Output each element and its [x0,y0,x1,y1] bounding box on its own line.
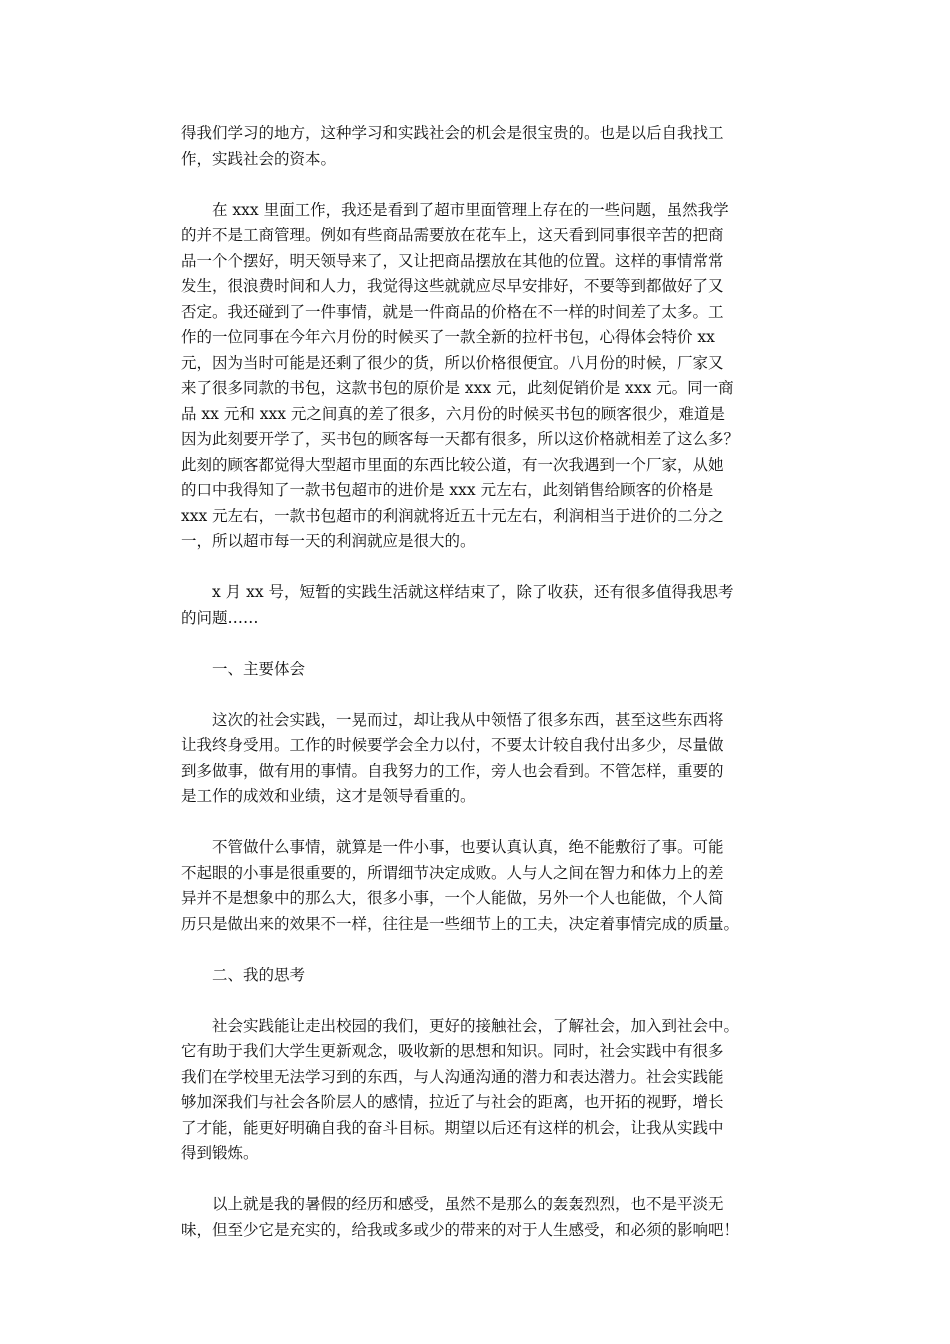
text-line: 一、主要体会 [181,659,306,678]
text-line: 的问题…… [181,608,259,627]
text-line: 异并不是想象中的那么大，很多小事，一个人能做，另外一个人也能做，个人简 [181,889,724,907]
text-line: 一，所以超市每一天的利润就应是很大的。 [181,532,476,550]
paragraph [181,835,777,937]
paragraph [181,1014,777,1167]
text-line: 它有助于我们大学生更新观念，吸收新的思想和知识。同时，社会实践中有很多 [181,1042,724,1060]
text-line: 社会实践能让走出校园的我们，更好的接触社会，了解社会，加入到社会中。 [181,1016,740,1035]
text-line: 的口中我得知了一款书包超市的进价是 xxx 元左右，此刻销售给顾客的价格是 [181,481,714,499]
text-line: x 月 xx 号，短暂的实践生活就这样结束了，除了收获，还有很多值得我思考 [181,583,734,601]
text-line: 不起眼的小事是很重要的，所谓细节决定成败。人与人之间在智力和体力上的差 [181,863,724,882]
paragraph [181,963,777,989]
paragraph [181,198,777,555]
text-line: 够加深我们与社会各阶层人的感情，拉近了与社会的距离，也开拓的视野，增长 [181,1093,724,1111]
text-line: 二、我的思考 [181,965,306,984]
paragraph [181,121,777,172]
text-line: 作的一位同事在今年六月份的时候买了一款全新的拉杆书包，心得体会特价 xx [181,328,715,346]
text-line: 的并不是工商管理。例如有些商品需要放在花车上，这天看到同事很辛苦的把商 [181,226,724,244]
text-line: 此刻的顾客都觉得大型超市里面的东西比较公道，有一次我遇到一个厂家，从她 [181,455,724,474]
text-line: 以上就是我的暑假的经历和感受，虽然不是那么的轰轰烈烈，也不是平淡无 [181,1195,724,1213]
text-line: 了才能，能更好明确自我的奋斗目标。期望以后还有这样的机会，让我从实践中 [181,1118,724,1137]
text-line: 得我们学习的地方，这种学习和实践社会的机会是很宝贵的。也是以后自我找工 [181,124,724,142]
paragraph [181,708,777,810]
text-line: 这次的社会实践，一晃而过，却让我从中领悟了很多东西，甚至这些东西将 [181,710,724,729]
paragraph [181,580,777,631]
text-line: xxx 元左右，一款书包超市的利润就将近五十元左右，利润相当于进价的二分之 [181,506,724,525]
text-line: 品 xx 元和 xxx 元之间真的差了很多，六月份的时候买书包的顾客很少，难道是 [181,404,725,423]
text-line: 是工作的成效和业绩，这才是领导看重的。 [181,787,476,805]
text-line: 在 xxx 里面工作，我还是看到了超市里面管理上存在的一些问题，虽然我学 [181,200,729,219]
document-body [181,121,777,1269]
text-line: 来了很多同款的书包，这款书包的原价是 xxx 元，此刻促销价是 xxx 元。同一商 [181,379,734,397]
text-line: 不管做什么事情，就算是一件小事，也要认真认真，绝不能敷衍了事。可能 [181,838,724,856]
text-line: 到多做事，做有用的事情。自我努力的工作，旁人也会看到。不管怎样，重要的 [181,761,724,780]
text-line: 否定。我还碰到了一件事情，就是一件商品的价格在不一样的时间差了太多。工 [181,302,724,321]
text-line: 因为此刻要开学了，买书包的顾客每一天都有很多，所以这价格就相差了这么多？ [181,430,740,448]
text-line: 元，因为当时可能是还剩了很少的货，所以价格很便宜。八月份的时候，厂家又 [181,353,724,372]
text-line: 历只是做出来的效果不一样，往往是一些细节上的工夫，决定着事情完成的质量。 [181,914,740,933]
text-line: 让我终身受用。工作的时候要学会全力以付，不要太计较自我付出多少，尽量做 [181,736,724,754]
text-line: 味，但至少它是充实的，给我或多或少的带来的对于人生感受，和必须的影响吧！ [181,1220,740,1239]
text-line: 品一个个摆好，明天领导来了，又让把商品摆放在其他的位置。这样的事情常常 [181,251,724,270]
paragraph [181,1192,777,1243]
text-line: 得到锻炼。 [181,1144,259,1162]
text-line: 发生，很浪费时间和人力，我觉得这些就就应尽早安排好，不要等到都做好了又 [181,277,724,295]
text-line: 我们在学校里无法学习到的东西，与人沟通沟通的潜力和表达潜力。社会实践能 [181,1067,724,1086]
text-line: 作，实践社会的资本。 [181,149,337,168]
paragraph [181,657,777,683]
